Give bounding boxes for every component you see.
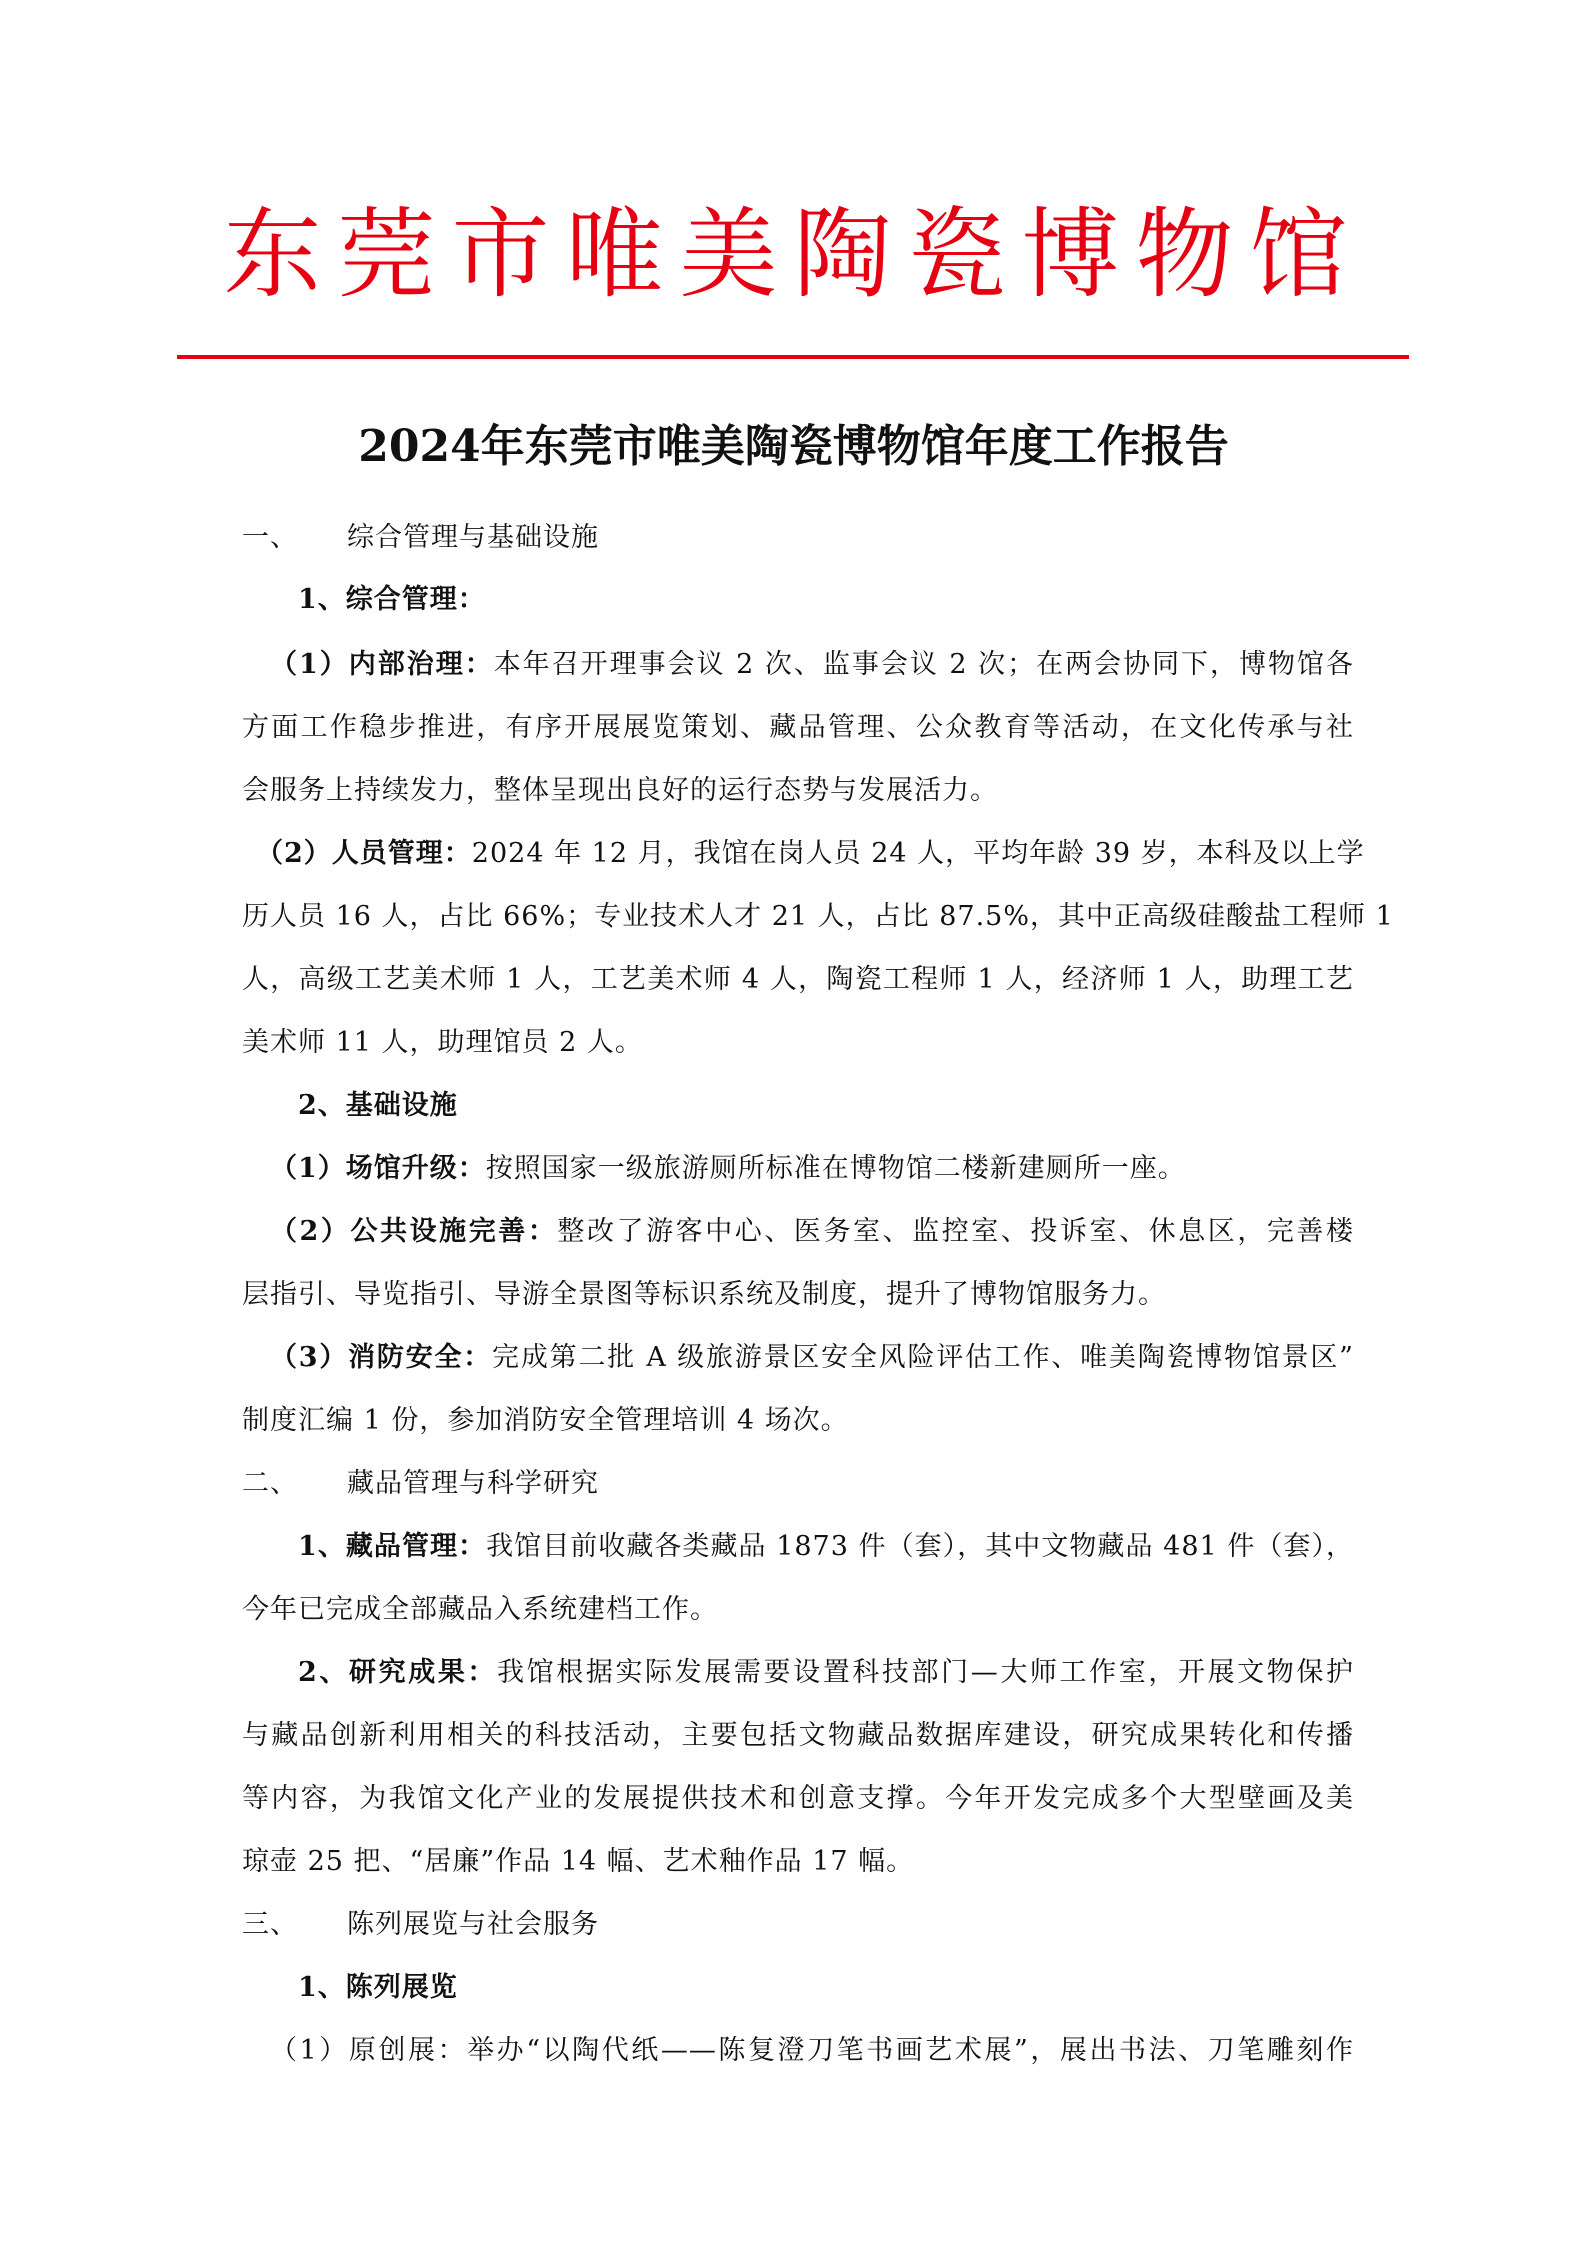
paragraph-line	[270, 1338, 1354, 1378]
paragraph-line: 与藏品创新利用相关的科技活动，主要包括文物藏品数据库建设，研究成果转化和传播	[242, 1720, 1354, 1751]
subsection-heading: 1、陈列展览	[298, 1972, 458, 2003]
paragraph-line	[298, 1653, 1354, 1693]
paragraph-line: （1）原创展：举办“以陶代纸——陈复澄刀笔书画艺术展”，展出书法、刀笔雕刻作	[270, 2035, 1354, 2066]
paragraph-line	[270, 1212, 1354, 1252]
paragraph-label: （1）场馆升级：	[270, 1153, 486, 1184]
paragraph-line	[270, 1149, 1186, 1189]
paragraph-text: 按照国家一级旅游厕所标准在博物馆二楼新建厕所一座。	[485, 1153, 1186, 1184]
paragraph-line: 人，高级工艺美术师 1 人，工艺美术师 4 人，陶瓷工程师 1 人，经济师 1 人，助理工艺	[242, 964, 1354, 995]
section-title: 综合管理与基础设施	[347, 522, 599, 553]
paragraph-line: 层指引、导览指引、导游全景图等标识系统及制度，提升了博物馆服务力。	[242, 1279, 1166, 1310]
paragraph-line: 等内容，为我馆文化产业的发展提供技术和创意支撑。今年开发完成多个大型壁画及美	[242, 1783, 1354, 1814]
org-letterhead-title: 东莞市唯美陶瓷博物馆	[223, 198, 1364, 312]
section-heading-1	[242, 518, 599, 558]
subsection-heading: 2、基础设施	[298, 1090, 458, 1121]
paragraph-line: 今年已完成全部藏品入系统建档工作。	[242, 1594, 718, 1625]
paragraph-text: 整改了游客中心、医务室、监控室、投诉室、休息区，完善楼	[557, 1216, 1354, 1247]
paragraph-label: （1）内部治理：	[270, 649, 494, 680]
paragraph-label: （2）人员管理：	[256, 838, 472, 869]
paragraph-text: 本年召开理事会议 2 次、监事会议 2 次；在两会协同下，博物馆各	[493, 649, 1354, 680]
paragraph-text: 我馆根据实际发展需要设置科技部门—大师工作室，开展文物保护	[497, 1657, 1354, 1688]
paragraph-line	[256, 834, 1365, 874]
paragraph-text: 完成第二批 A 级旅游景区安全风险评估工作、唯美陶瓷博物馆景区”	[492, 1342, 1354, 1373]
report-title: 2024年东莞市唯美陶瓷博物馆年度工作报告	[358, 421, 1229, 472]
section-number: 一、	[242, 522, 298, 553]
paragraph-label: （2）公共设施完善：	[270, 1216, 558, 1247]
paragraph-text: 2024 年 12 月，我馆在岗人员 24 人，平均年龄 39 岁，本科及以上学	[471, 838, 1365, 869]
paragraph-line: 历人员 16 人，占比 66%；专业技术人才 21 人，占比 87.5%，其中正高级硅酸盐工程师 1	[242, 901, 1394, 932]
paragraph-label: 2、研究成果：	[298, 1657, 498, 1688]
paragraph-line	[298, 1527, 1354, 1567]
paragraph-line: 琼壶 25 把、“居廉”作品 14 幅、艺术釉作品 17 幅。	[242, 1846, 915, 1877]
subsection-heading: 1、综合管理：	[298, 584, 486, 615]
paragraph-line: 会服务上持续发力，整体呈现出良好的运行态势与发展活力。	[242, 775, 998, 806]
paragraph-line: 美术师 11 人，助理馆员 2 人。	[242, 1027, 643, 1058]
section-number: 二、	[242, 1468, 298, 1499]
paragraph-label: （3）消防安全：	[270, 1342, 493, 1373]
paragraph-label: 1、藏品管理：	[298, 1531, 487, 1562]
letterhead-divider	[177, 355, 1409, 359]
paragraph-line: 制度汇编 1 份，参加消防安全管理培训 4 场次。	[242, 1405, 849, 1436]
paragraph-line: 方面工作稳步推进，有序开展展览策划、藏品管理、公众教育等活动，在文化传承与社	[242, 712, 1354, 743]
section-title: 藏品管理与科学研究	[347, 1468, 599, 1499]
section-number: 三、	[242, 1909, 298, 1940]
section-title: 陈列展览与社会服务	[347, 1909, 599, 1940]
section-heading-2	[242, 1464, 599, 1504]
paragraph-text: 我馆目前收藏各类藏品 1873 件（套），其中文物藏品 481 件（套），	[486, 1531, 1354, 1562]
section-heading-3	[242, 1905, 599, 1945]
paragraph-line	[270, 645, 1354, 685]
